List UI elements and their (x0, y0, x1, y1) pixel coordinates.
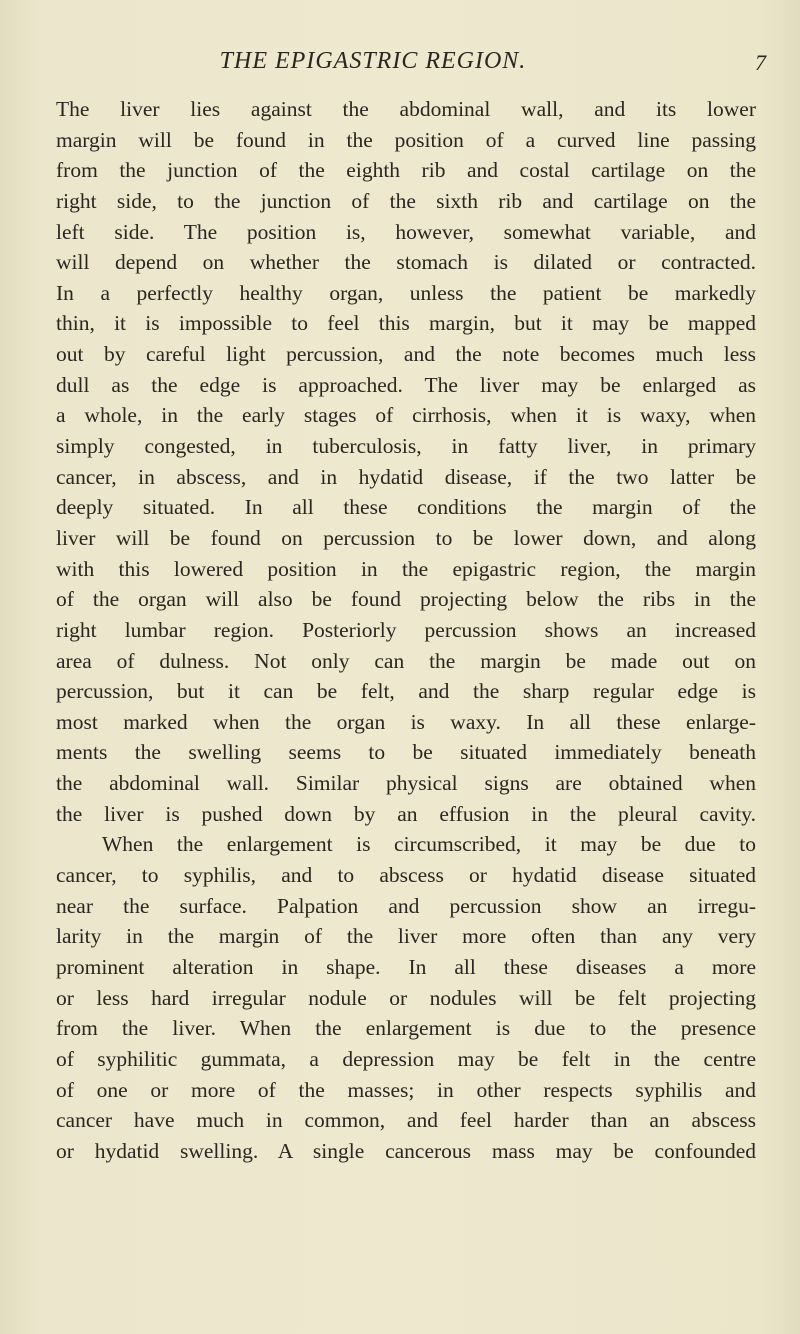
text-line: thin, it is impossible to feel this margin, but it may be mapped (56, 311, 756, 336)
text-line: will depend on whether the stomach is dilated or contracted. (56, 250, 756, 275)
text-line: or hydatid swelling. A single cancerous mass may be confounded (56, 1138, 756, 1163)
text-line: the abdominal wall. Similar physical signs are obtained when (56, 771, 756, 796)
text-line: deeply situated. In all these conditions the margin of the (56, 495, 756, 520)
text-line: simply congested, in tuberculosis, in fatty liver, in primary (56, 434, 756, 459)
text-line: cancer have much in common, and feel harder than an abscess (56, 1108, 756, 1133)
running-head-title: THE EPIGASTRIC REGION. (219, 48, 527, 74)
text-line: left side. The position is, however, somewhat variable, and (56, 219, 756, 244)
text-line: right side, to the junction of the sixth rib and cartilage on the (56, 188, 756, 213)
text-line: of the organ will also be found projecting below the ribs in the (56, 587, 756, 612)
text-line: The liver lies against the abdominal wall, and its lower (56, 97, 756, 121)
running-head (0, 44, 800, 78)
text-line: the liver is pushed down by an effusion in the pleural cavity. (56, 801, 756, 826)
body-text (56, 94, 756, 1166)
text-line: prominent alteration in shape. In all these diseases a more (56, 954, 756, 979)
text-line: liver will be found on percussion to be lower down, and along (56, 525, 756, 550)
paragraph-start-line: When the enlargement is circumscribed, it may be due to (102, 832, 756, 857)
text-line: near the surface. Palpation and percussion show an irregu- (56, 893, 756, 918)
text-line: area of dulness. Not only can the margin be made out on (56, 648, 756, 673)
text-line: of one or more of the masses; in other respects syphilis and (56, 1077, 756, 1102)
text-line: cancer, in abscess, and in hydatid disease, if the two latter be (56, 464, 756, 489)
text-line: dull as the edge is approached. The liver may be enlarged as (56, 372, 756, 397)
page-number: 7 (755, 50, 766, 75)
text-line: most marked when the organ is waxy. In all these enlarge- (56, 709, 756, 734)
text-line: margin will be found in the position of a curved line passing (56, 127, 756, 152)
text-line: percussion, but it can be felt, and the sharp regular edge is (56, 679, 756, 704)
text-line: In a perfectly healthy organ, unless the patient be markedly (56, 280, 756, 305)
text-line: from the junction of the eighth rib and costal cartilage on the (56, 158, 756, 183)
text-line: right lumbar region. Posteriorly percussion shows an increased (56, 617, 756, 642)
text-line: from the liver. When the enlargement is due to the presence (56, 1016, 756, 1041)
text-line: ments the swelling seems to be situated immediately beneath (56, 740, 756, 765)
text-line: with this lowered position in the epigastric region, the margin (56, 556, 756, 581)
text-line: out by careful light percussion, and the note becomes much less (56, 342, 756, 367)
text-line: a whole, in the early stages of cirrhosis, when it is waxy, when (56, 403, 756, 428)
text-line: cancer, to syphilis, and to abscess or hydatid disease situated (56, 863, 756, 888)
text-line: or less hard irregular nodule or nodules will be felt projecting (56, 985, 756, 1010)
text-line: of syphilitic gummata, a depression may be felt in the centre (56, 1046, 756, 1071)
text-line: larity in the margin of the liver more often than any very (56, 924, 756, 949)
